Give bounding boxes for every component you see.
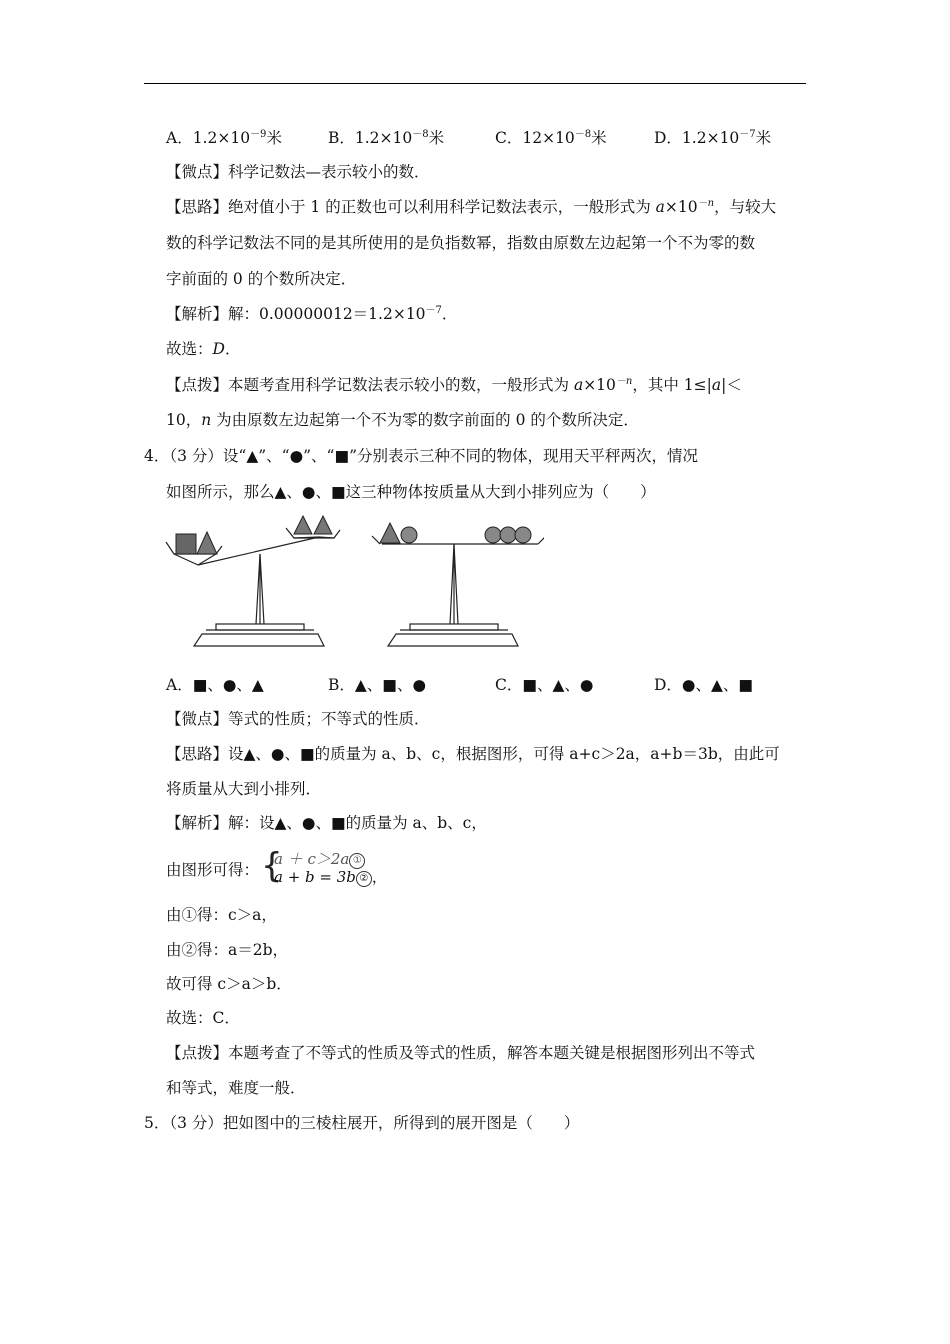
square-object (176, 534, 196, 554)
q4-guxuan: 故选：C． (166, 1009, 240, 1027)
q3-silu-line3: 字前面的 0 的个数所决定． (166, 270, 357, 288)
balance-scale-right (372, 536, 544, 646)
header-rule (144, 83, 806, 84)
q5-stem: 5．（3 分）把如图中的三棱柱展开，所得到的展开图是（ ） (144, 1114, 580, 1132)
q4-silu-line1: 【思路】设▲、●、■的质量为 a、b、c，根据图形，可得 a+c＞2a，a+b＝3b，由此可 (166, 745, 780, 763)
q3-jiexi: 【解析】解：$0.00000012=1.2\times 10^{-7}$． (166, 305, 458, 323)
triangle-object (294, 516, 312, 534)
q3-dianbo-line1: 【点拨】本题考查用科学记数法表示较小的数，一般形式为 $a\times 10^{-n}$，其中 1≤|a|＜ (166, 376, 742, 394)
circle-object (485, 527, 501, 543)
q4-stem-line2: 如图所示，那么▲、●、■这三种物体按质量从大到小排列应为（ ） (166, 483, 656, 501)
triangle-object (314, 516, 332, 534)
system-inequality: a ＋ c＞2a ① (274, 848, 365, 869)
q3-option-b[interactable]: B．$1.2\times 10^{-8}$米 (328, 129, 445, 147)
circle-object (515, 527, 531, 543)
q4-option-c[interactable]: C．■、▲、● (495, 676, 594, 694)
q4-step1: 由①得：c＞a， (166, 906, 277, 924)
q3-silu-line1: 【思路】绝对值小于 1 的正数也可以利用科学记数法表示，一般形式为 $a\times 10^{-n}$，与较大 (166, 198, 777, 216)
circle-object (401, 527, 417, 543)
system-label: 由图形可得： (166, 861, 260, 879)
q3-dianbo-line2: 10，n 为由原数左边起第一个不为零的数字前面的 0 的个数所决定． (166, 411, 639, 429)
q4-dianbo-line1: 【点拨】本题考查了不等式的性质及等式的性质，解答本题关键是根据图形列出不等式 (166, 1044, 756, 1062)
q4-jiexi: 【解析】解：设▲、●、■的质量为 a、b、c， (166, 814, 487, 832)
q3-weidian: 【微点】科学记数法—表示较小的数． (166, 163, 430, 181)
circle-object (500, 527, 516, 543)
balance-scales-figure (164, 512, 544, 654)
left-brace: { (261, 846, 283, 886)
q4-option-b[interactable]: B．▲、■、● (328, 676, 426, 694)
q4-dianbo-line2: 和等式，难度一般． (166, 1079, 306, 1097)
q3-guxuan: 故选：D． (166, 340, 241, 358)
triangle-object (380, 523, 400, 543)
q4-stem-line1: 4．（3 分）设“▲”、“●”、“■”分别表示三种不同的物体，现用天平秤两次，情况 (144, 447, 699, 465)
system-equation: a + b = 3b ② ， (274, 868, 387, 886)
q3-silu-line2: 数的科学记数法不同的是其所使用的是负指数幂，指数由原数左边起第一个不为零的数 (166, 234, 756, 252)
q4-option-d[interactable]: D．●、▲、■ (654, 676, 754, 694)
right-scale-objects (380, 523, 531, 543)
q3-option-d[interactable]: D．$1.2\times 10^{-7}$米 (654, 129, 772, 147)
q3-option-a[interactable]: A．$1.2\times 10^{-9}$米 (166, 129, 282, 147)
q4-option-a[interactable]: A．■、●、▲ (166, 676, 264, 694)
q4-step3: 故可得 c＞a＞b． (166, 975, 292, 993)
triangle-object (197, 532, 217, 554)
q4-weidian: 【微点】等式的性质；不等式的性质． (166, 710, 430, 728)
q4-silu-line2: 将质量从大到小排列． (166, 780, 322, 798)
q3-option-c[interactable]: C．$12\times 10^{-8}$米 (495, 129, 607, 147)
q4-step2: 由②得：a＝2b， (166, 941, 289, 959)
left-pan-objects (176, 516, 332, 554)
